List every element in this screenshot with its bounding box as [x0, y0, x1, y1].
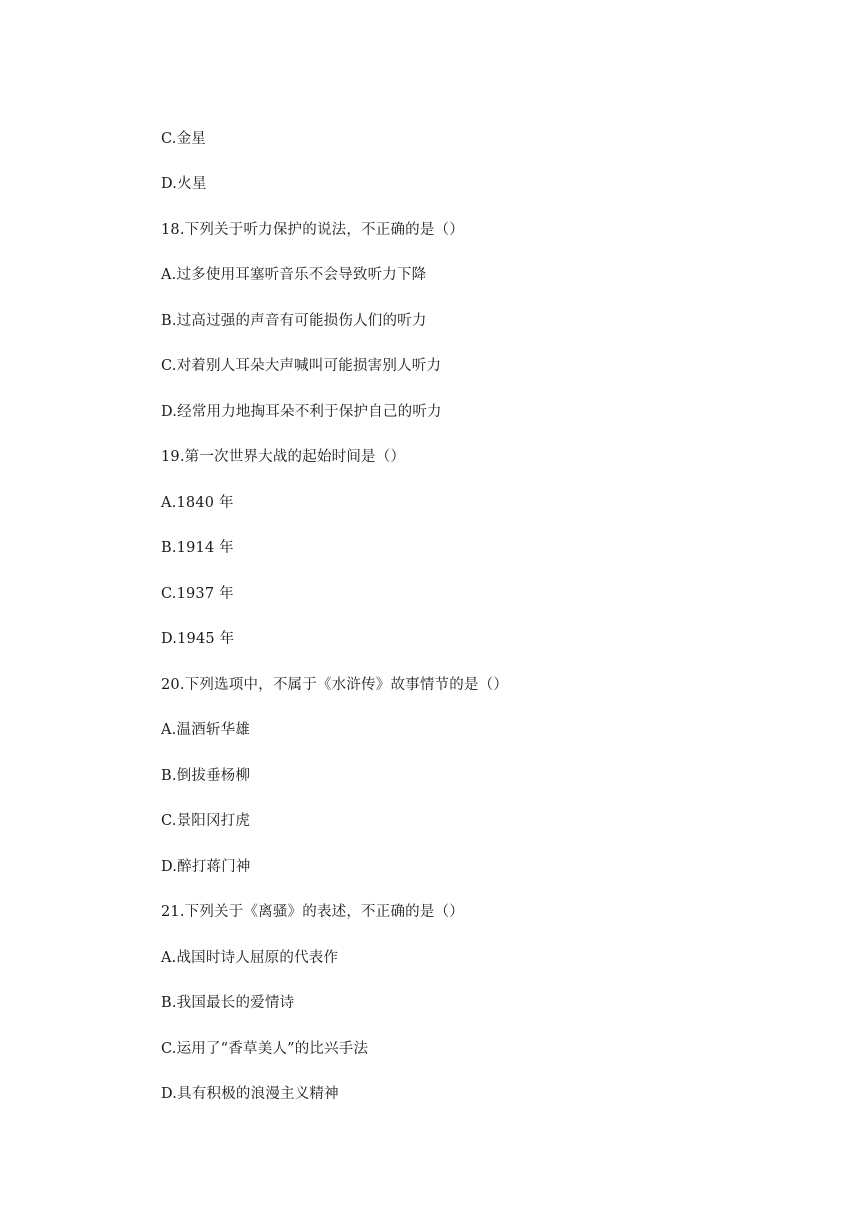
question-19: 19.第一次世界大战的起始时间是（）	[161, 449, 406, 465]
option-18a: A.过多使用耳塞听音乐不会导致听力下降	[161, 267, 427, 283]
question-18: 18.下列关于听力保护的说法，不正确的是（）	[161, 222, 464, 238]
option-21b: B.我国最长的爱情诗	[161, 995, 295, 1011]
option-17d: D.火星	[161, 176, 207, 192]
question-20: 20.下列选项中，不属于《水浒传》故事情节的是（）	[161, 677, 509, 693]
question-21: 21.下列关于《离骚》的表述，不正确的是（）	[161, 904, 464, 920]
option-18c: C.对着别人耳朵大声喊叫可能损害别人听力	[161, 358, 442, 374]
option-20c: C.景阳冈打虎	[161, 813, 251, 829]
option-21c: C.运用了“香草美人”的比兴手法	[161, 1041, 369, 1057]
option-21d: D.具有积极的浪漫主义精神	[161, 1086, 339, 1102]
option-20d: D.醉打蒋门神	[161, 859, 251, 875]
option-21a: A.战国时诗人屈原的代表作	[161, 950, 339, 966]
option-20a: A.温酒斩华雄	[161, 722, 250, 738]
option-18b: B.过高过强的声音有可能损伤人们的听力	[161, 313, 427, 329]
option-19a: A.1840 年	[161, 495, 234, 511]
option-18d: D.经常用力地掏耳朵不利于保护自己的听力	[161, 404, 442, 420]
option-19b: B.1914 年	[161, 540, 234, 556]
option-19c: C.1937 年	[161, 586, 234, 602]
option-19d: D.1945 年	[161, 631, 235, 647]
option-20b: B.倒拔垂杨柳	[161, 768, 251, 784]
option-17c: C.金星	[161, 131, 206, 147]
